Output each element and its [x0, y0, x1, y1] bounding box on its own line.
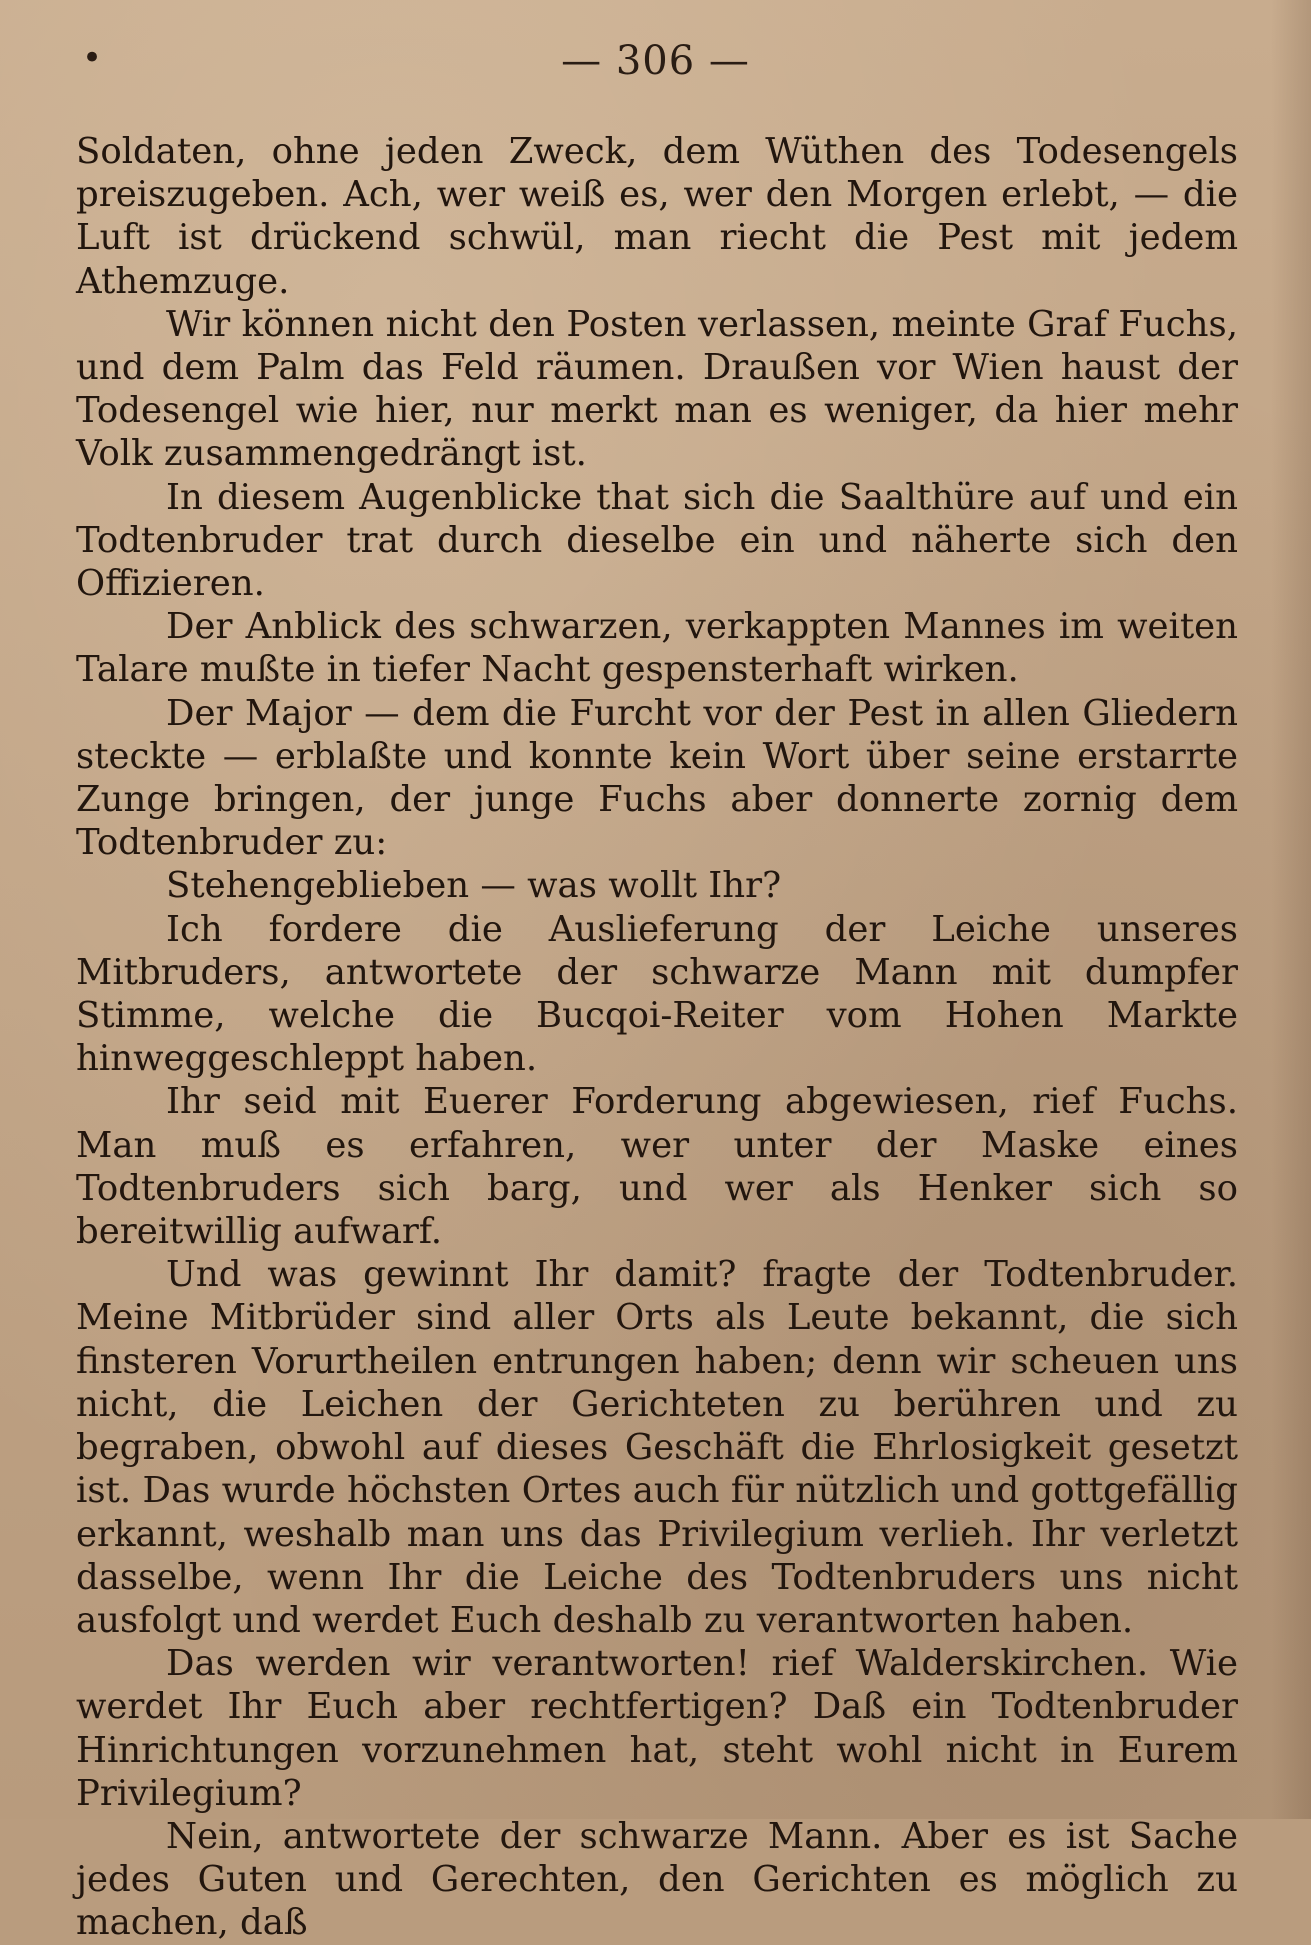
paragraph: Und was gewinnt Ihr damit? fragte der Todtenbruder. Meine Mitbrüder sind aller Orts als Leute bekannt, die sich finsteren Vorurtheilen entrungen haben; denn wir scheuen uns nicht, die Leichen der Gerichteten zu berühren und zu begraben, obwohl auf dieses Geschäft die Ehrlosigkeit gesetzt ist. Das wurde höchsten Ortes auch für nützlich und gottgefällig erkannt, weshalb man uns das Privilegium verlieh. Ihr verletzt dasselbe, wenn Ihr die Leiche des Todtenbruders uns nicht ausfolgt und werdet Euch deshalb zu verantworten haben. — [76, 1254, 1238, 1641]
paragraph: Der Anblick des schwarzen, verkappten Mannes im weiten Talare mußte in tiefer Nacht gespensterhaft wirken. — [76, 606, 1238, 691]
paragraph: Wir können nicht den Posten verlassen, meinte Graf Fuchs, und dem Palm das Feld räumen. Draußen vor Wien haust der Todesengel wie hier, nur merkt man es weniger, da hier mehr Volk zusammengedrängt ist. — [76, 303, 1238, 475]
page-mark: • — [82, 38, 104, 78]
paragraph: Nein, antwortete der schwarze Mann. Aber es ist Sache jedes Guten und Gerechten, den Gerichten es möglich zu machen, daß — [76, 1815, 1238, 1944]
page-header — [0, 38, 1311, 84]
paragraph: Der Major — dem die Furcht vor der Pest in allen Gliedern steckte — erblaßte und konnte kein Wort über seine erstarrte Zunge bringen, der junge Fuchs aber donnerte zornig dem Todtenbruder zu: — [76, 692, 1238, 864]
body-text — [76, 130, 1238, 1945]
page-number: — 306 — — [561, 38, 750, 84]
paragraph: Stehengeblieben — was wollt Ihr? — [166, 865, 782, 907]
paragraph: Soldaten, ohne jeden Zweck, dem Wüthen des Todesengels preiszugeben. Ach, wer weiß es, wer den Morgen erlebt, — die Luft ist drückend schwül, man riecht die Pest mit jedem Athemzuge. — [76, 131, 1238, 302]
paragraph: Das werden wir verantworten! rief Walderskirchen. Wie werdet Ihr Euch aber rechtfertigen? Daß ein Todtenbruder Hinrichtungen vorzunehmen hat, steht wohl nicht in Eurem Privilegium? — [76, 1643, 1238, 1814]
paragraph: Ihr seid mit Euerer Forderung abgewiesen, rief Fuchs. Man muß es erfahren, wer unter der Maske eines Todtenbruders sich barg, und wer als Henker sich so bereitwillig aufwarf. — [76, 1081, 1238, 1253]
paragraph: Ich fordere die Auslieferung der Leiche unseres Mitbruders, antwortete der schwarze Mann mit dumpfer Stimme, welche die Bucqoi-Reiter vom Hohen Markte hinweggeschleppt haben. — [76, 908, 1238, 1080]
paragraph: In diesem Augenblicke that sich die Saalthüre auf und ein Todtenbruder trat durch dieselbe ein und näherte sich den Offizieren. — [76, 476, 1238, 605]
